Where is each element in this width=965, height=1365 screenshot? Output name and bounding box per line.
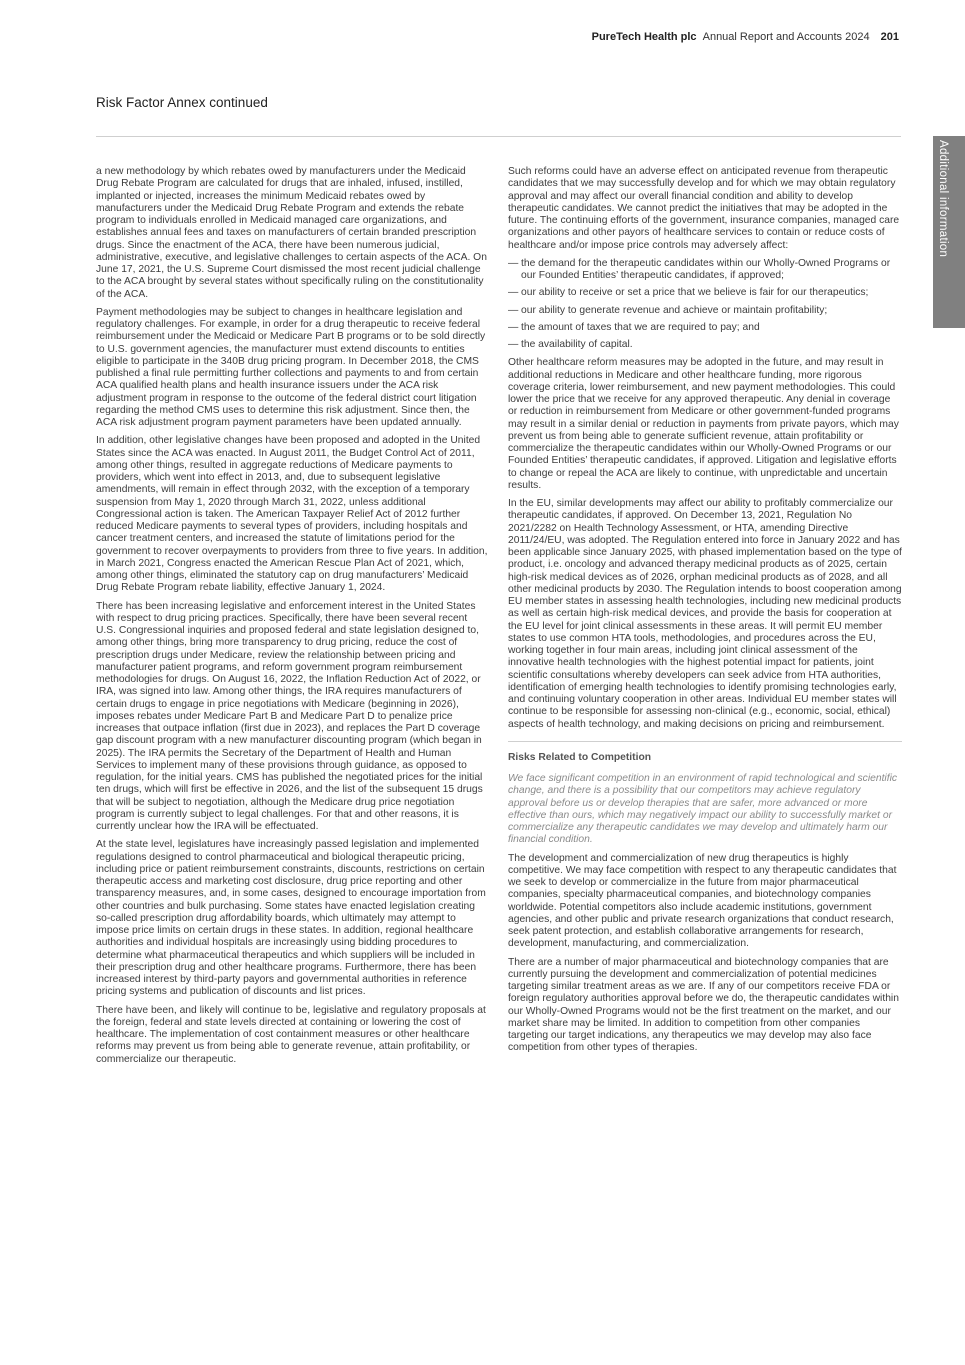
paragraph: Such reforms could have an adverse effect on anticipated revenue from therapeutic candidates that we may successfully develop and for which we may obtain regulatory approval and may affect our overall financial condition and ability to develop therapeutic candidates. We cannot predict the initiatives that may be adopted in the future. The continuing efforts of the government, insurance companies, managed care organizations and other payors of healthcare services to contain or reduce costs of healthcare and/or impose price controls may adversely affect: [508, 166, 900, 251]
section-divider [508, 741, 902, 742]
paragraph: At the state level, legislatures have increasingly passed legislation and implemented regulations designed to control pharmaceutical and biological therapeutic pricing, including price or patient reimbursement constraints, discounts, restrictions on certain therapeutic access and marketing cost disclosure, drug price reporting and other transparency measures, and, in some cases, designed to encourage importation from other countries and bulk purchasing. Some states have enacted legislation creating so-called prescription drug affordability boards, which ultimately may attempt to impose price limits on certain drugs in these states. In addition, regional healthcare authorities and individual hospitals are increasingly using bidding procedures to determine what pharmaceutical therapeutics and which suppliers will be included in their prescription drug and other healthcare programs. Furthermore, there has been increased interest by third-party payors and governmental authorities in reference pricing systems and publication of discounts and list prices. [96, 839, 486, 998]
list-item: — our ability to receive or set a price that we believe is fair for our therapeutics; [508, 287, 902, 299]
subsection-heading: Risks Related to Competition [508, 751, 652, 763]
paragraph: Other healthcare reform measures may be adopted in the future, and may result in additional reductions in Medicare and other healthcare funding, more rigorous coverage criteria, lower reimbursement, and new payment methodologies. This could lower the price that we receive for any approved therapeutic. Any denial in coverage or reduction in reimbursement from Medicare or other government-funded programs may result in a similar denial or reduction in payments from private payors, which may prevent us from being able to generate sufficient revenue, attain profitability or commercialize the therapeutic candidates within our Wholly-Owned Programs or our Founded Entities’ therapeutic candidates, if approved. Litigation and legislative efforts to change or repeal the ACA are likely to continue, with unpredictable and uncertain results. [508, 357, 899, 491]
paragraph: In the EU, similar developments may affect our ability to profitably commercialize our therapeutic candidates, if approved. On December 13, 2021, Regulation No 2021/2282 on Health Technology Assessment, or HTA, amending Directive 2011/24/EU, was adopted. The Regulation entered into force in January 2022 and has been applicable since January 2025, with phased implementation based on the type of product, i.e. oncology and advanced therapy medicinal products as of 2025, certain high-risk medical devices as of 2026, orphan medicinal products as of 2028, and all other medicinal products by 2030. The Regulation intends to boost cooperation among EU member states in assessing health technologies, including new medicinal products as well as certain high-risk medical devices, and provide the basis for cooperation at the EU level for joint clinical assessments in these areas. It will permit EU member states to use common HTA tools, methodologies, and procedures across the EU, working together in four main areas, including joint clinical assessment of the innovative health technologies with the highest potential impact for patients, joint scientific consultations whereby developers can seek advice from HTA authorities, identification of emerging health technologies to identify promising technologies early, and continuing voluntary cooperation in other areas. Individual EU member states will continue to be responsible for assessing non-clinical (e.g., economic, social, ethical) aspects of health technology, and making decisions on pricing and reimbursement. [508, 498, 902, 730]
page-number: 201 [880, 31, 899, 43]
paragraph: There are a number of major pharmaceutical and biotechnology companies that are currently pursuing the development and commercialization of potential medicines targeting similar treatment areas as we are. If any of our competitors receive FDA or foreign regulatory authorities approval before we do, the therapeutic candidates within our Wholly-Owned Programs would not be the first treatment on the market, and our market share may be limited. In addition to competition from other companies targeting our target indications, any therapeutics we may develop may also face competition from other types of therapies. [508, 956, 899, 1054]
bullet-list [508, 258, 902, 352]
report-title: Annual Report and Accounts 2024 [702, 31, 870, 43]
paragraph: a new methodology by which rebates owed by manufacturers under the Medicaid Drug Rebate Program are calculated for drugs that are inhaled, infused, instilled, implanted or injected, increases the minimum Medicaid rebates owed by manufacturers under the Medicaid Drug Rebate Program and extends the rebate program to individuals enrolled in Medicaid managed care organizations, and establishes annual fees and taxes on manufacturers of certain branded prescription drugs. Since the enactment of the ACA, there have been numerous judicial, administrative, executive, and legislative challenges to certain aspects of the ACA. On June 17, 2021, the U.S. Supreme Court dismissed the most recent judicial challenge to the ACA brought by several states without specifically ruling on the constitutionality of the ACA. [96, 166, 487, 300]
risk-summary: We face significant competition in an environment of rapid technological and scientific change, and there is a possibility that our competitors may achieve regulatory approval before us or develop therapies that are safer, more advanced or more effective than ours, which may negatively impact our ability to successfully market or commercialize any therapeutic candidates we may develop and ultimately harm our financial condition. [508, 773, 898, 846]
right-column [508, 166, 902, 1061]
header-divider [96, 136, 901, 137]
paragraph: There have been, and likely will continue to be, legislative and regulatory proposals at the foreign, federal and state levels directed at containing or lowering the cost of healthcare. The implementation of cost containment measures or other healthcare reforms may prevent us from being able to generate revenue, attain profitability, or commercialize our therapeutic. [96, 1004, 486, 1065]
list-item: — the amount of taxes that we are required to pay; and [508, 322, 902, 334]
list-item: — the demand for the therapeutic candidates within our Wholly-Owned Programs or our Founded Entities’ therapeutic candidates, if approved; [508, 258, 902, 283]
list-item: — the availability of capital. [508, 339, 902, 351]
paragraph: The development and commercialization of new drug therapeutics is highly competitive. We may face competition with respect to any therapeutic candidates that we seek to develop or commercialize in the future from major pharmaceutical companies, specialty pharmaceutical companies, and biotechnology companies worldwide. Potential competitors also include academic institutions, government agencies, and other public and private research organizations that conduct research, seek patent protection, and establish collaborative arrangements for research, development, manufacturing, and commercialization. [508, 852, 897, 950]
page-header [592, 31, 899, 43]
paragraph: In addition, other legislative changes have been proposed and adopted in the United States since the ACA was enacted. In August 2011, the Budget Control Act of 2011, among other things, resulted in aggregate reductions of Medicare payments to providers, which went into effect in 2013, and, due to subsequent legislative amendments, will remain in effect through 2032, with the exception of a temporary suspension from May 1, 2020 through March 31, 2022, unless additional Congressional action is taken. The American Taxpayer Relief Act of 2012 further reduced Medicare payments to several types of providers, including hospitals and cancer treatment centers, and increased the statute of limitations period for the government to recover overpayments to providers from three to five years. In addition, in March 2021, Congress enacted the American Rescue Plan Act of 2021, which, among other things, eliminated the statutory cap on drug manufacturers’ Medicaid Drug Rebate Program rebate liability, effective January 1, 2024. [96, 435, 488, 594]
section-title: Risk Factor Annex continued [96, 95, 268, 110]
list-item: — our ability to generate revenue and achieve or maintain profitability; [508, 305, 902, 317]
left-column [96, 166, 490, 1072]
paragraph: Payment methodologies may be subject to changes in healthcare legislation and regulatory challenges. For example, in order for a drug therapeutic to receive federal reimbursement under the Medicaid or Medicare Part B programs or to be sold directly to U.S. government agencies, the manufacturer must extend discounts to entities eligible to participate in the 340B drug pricing program. In December 2018, the CMS published a final rule permitting further collections and payments to and from certain ACA qualified health plans and health insurance issuers under the ACA risk adjustment program in response to the outcome of the federal district court litigation regarding the method CMS uses to determine this risk adjustment. Since then, the ACA risk adjustment program payment parameters have been updated annually. [96, 306, 486, 428]
side-tab-label: Additional information [937, 140, 949, 258]
company-name: PureTech Health plc [591, 31, 697, 43]
paragraph: There has been increasing legislative and enforcement interest in the United States with respect to drug pricing practices. Specifically, there have been several recent U.S. Congressional inquiries and proposed federal and state legislation designed to, among other things, bring more transparency to drug pricing, reduce the cost of prescription drugs under Medicare, review the relationship between pricing and manufacturer patient programs, and reform government program reimbursement methodologies for drugs. On August 16, 2022, the Inflation Reduction Act of 2022, or IRA, was signed into law. Among other things, the IRA requires manufacturers of certain drugs to engage in price negotiations with Medicare (beginning in 2026), imposes rebates under Medicare Part B and Medicare Part D to penalize price increases that outpace inflation (first due in 2023), and replaces the Part D coverage gap discount program with a new manufacturer discounting program (which began in 2025). The IRA permits the Secretary of the Department of Health and Human Services to implement many of these provisions through guidance, as opposed to regulation, for the initial years. CMS has published the negotiated prices for the initial ten drugs, which will first be effective in 2026, and the list of the subsequent 15 drugs that will be subject to negotiation, although the Medicare drug price negotiation program is currently subject to legal challenges. For that and other reasons, it is currently unclear how the IRA will be effectuated. [96, 600, 483, 832]
